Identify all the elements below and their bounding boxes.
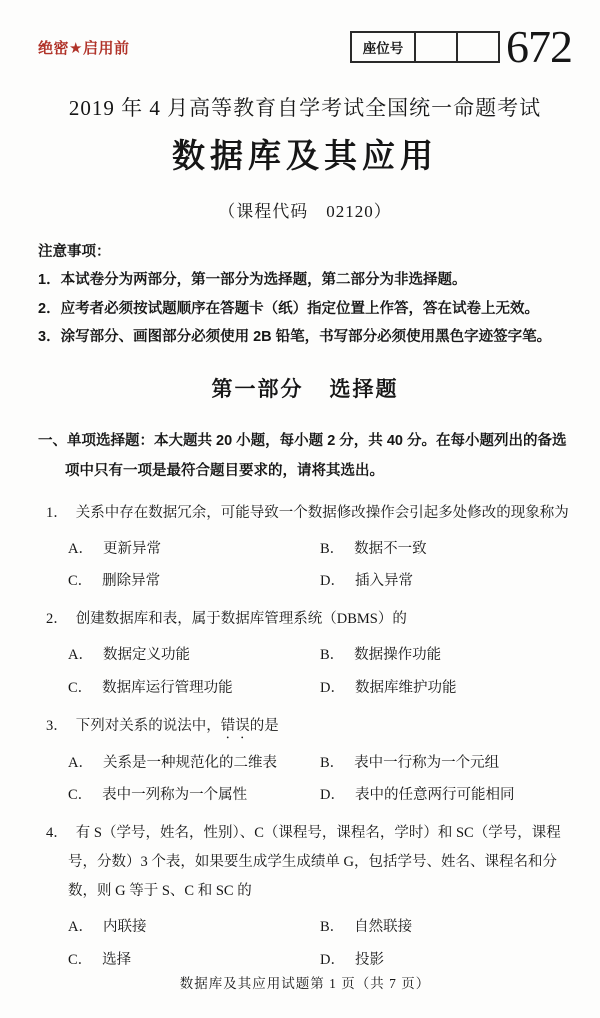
note-item-2: 2．应考者必须按试题顺序在答题卡（纸）指定位置上作答，答在试卷上无效。: [38, 300, 540, 317]
option-text: 表中一列称为一个属性: [102, 787, 248, 804]
option-row: [68, 539, 572, 561]
option-label: B．: [320, 919, 345, 935]
seat-number-box: [350, 31, 500, 63]
question-3-text-post: 的是: [249, 717, 279, 734]
question-3-option-b: [320, 753, 572, 775]
question-2-text: 创建数据库和表，属于数据库管理系统（DBMS）的: [75, 611, 407, 627]
subject-title: 数据库及其应用: [172, 139, 438, 175]
question-3-number: 3．: [46, 717, 68, 734]
question-1-option-b: [320, 539, 572, 561]
option-label: B．: [320, 540, 345, 557]
option-text: 数据操作功能: [354, 647, 442, 663]
option-text: 数据不一致: [354, 540, 427, 557]
question-2-option-a: [68, 645, 320, 667]
option-text: 投影: [354, 951, 384, 968]
note-item-1: 1．本试卷分为两部分，第一部分为选择题，第二部分为非选择题。: [38, 272, 467, 289]
section-title: [38, 373, 572, 403]
question-4-text: 有 S（学号，姓名，性别）、C（课程号，课程名，学时）和 SC（学号，课程号，分数）3 个表，如果要生成学生成绩单 G，包括学号、姓名、课程名和分数，则 G 等于 S、C 和 SC 的: [68, 825, 561, 899]
section-part-name: 选择题: [329, 377, 399, 402]
option-row: [68, 917, 572, 939]
question-3-options: [68, 753, 572, 808]
option-text: 更新异常: [102, 540, 161, 557]
option-label: D．: [320, 679, 345, 696]
question-1-option-a: [68, 539, 320, 561]
question-1-option-c: [68, 571, 320, 593]
seat-number-cell-1: [416, 33, 458, 61]
option-label: C．: [68, 787, 93, 804]
notes-title: 注意事项：: [38, 244, 111, 260]
option-label: D．: [320, 787, 345, 804]
section-instruction: 一、单项选择题：本大题共 20 小题，每小题 2 分，共 40 分。在每小题列出的备选项中只有一项是最符合题目要求的，请将其选出。: [38, 433, 567, 479]
question-4-option-a: [68, 917, 320, 939]
option-label: D．: [320, 951, 345, 968]
question-3-option-c: [68, 785, 320, 807]
option-row: [68, 571, 572, 593]
question-3-text-emphasis: 错误: [220, 717, 250, 734]
question-1-number: 1．: [46, 504, 68, 521]
question-3-option-a: [68, 753, 320, 775]
question-1-text: 关系中存在数据冗余，可能导致一个数据修改操作会引起多处修改的现象称为: [75, 504, 569, 521]
option-label: A．: [68, 540, 93, 557]
option-text: 数据库维护功能: [354, 679, 457, 696]
option-text: 表中的任意两行可能相同: [354, 787, 515, 804]
option-label: D．: [320, 573, 345, 590]
question-2-stem: [46, 605, 572, 634]
option-label: C．: [68, 679, 93, 696]
page-footer: 数据库及其应用试题第 1 页（共 7 页）: [179, 975, 431, 991]
question-4-number: 4．: [46, 825, 68, 841]
question-2-options: [68, 645, 572, 700]
question-1: [38, 499, 572, 594]
question-4-option-b: [320, 917, 572, 939]
seat-number-label: 座位号: [352, 33, 416, 61]
option-label: B．: [320, 647, 345, 663]
option-row: [68, 950, 572, 972]
question-2: [38, 605, 572, 700]
question-3-option-d: [320, 785, 572, 807]
question-4-stem: [46, 819, 572, 906]
option-text: 自然联接: [354, 919, 413, 935]
question-3-stem: [46, 712, 572, 742]
question-2-option-c: [68, 678, 320, 700]
question-4-options: [68, 917, 572, 972]
page-header: [38, 21, 572, 72]
note-item-3: 3．涂写部分、画图部分必须使用 2B 铅笔，书写部分必须使用黑色字迹签字笔。: [38, 328, 552, 345]
option-label: C．: [68, 573, 93, 590]
question-2-number: 2．: [46, 611, 68, 627]
question-3-text-pre: 下列对关系的说法中，: [75, 717, 221, 734]
seat-number-cell-2: [458, 33, 498, 61]
question-1-option-d: [320, 571, 572, 593]
option-label: A．: [68, 754, 93, 771]
option-text: 数据库运行管理功能: [102, 679, 233, 696]
question-2-option-b: [320, 645, 572, 667]
exam-session-title: 2019 年 4 月高等教育自学考试全国统一命题考试: [68, 96, 542, 120]
option-row: [68, 785, 572, 807]
option-text: 选择: [102, 951, 132, 968]
option-label: A．: [68, 919, 93, 935]
option-label: B．: [320, 754, 345, 771]
notes-block: [38, 238, 572, 351]
option-text: 删除异常: [102, 573, 161, 590]
option-row: [68, 678, 572, 700]
option-label: A．: [68, 647, 93, 663]
question-3: [38, 712, 572, 808]
question-list: [38, 487, 572, 972]
question-4: [38, 819, 572, 972]
option-text: 数据定义功能: [102, 647, 190, 663]
option-row: [68, 753, 572, 775]
option-text: 内联接: [102, 919, 147, 935]
question-1-options: [68, 539, 572, 594]
classification-label: 绝密★启用前: [38, 39, 130, 57]
option-label: C．: [68, 951, 93, 968]
course-code: （课程代码 02120）: [218, 202, 392, 221]
option-text: 插入异常: [354, 573, 413, 590]
question-1-stem: [46, 499, 572, 528]
question-2-option-d: [320, 678, 572, 700]
option-row: [68, 645, 572, 667]
option-text: 关系是一种规范化的二维表: [102, 754, 277, 771]
option-text: 表中一行称为一个元组: [354, 754, 500, 771]
question-4-option-c: [68, 950, 320, 972]
section-part-label: 第一部分: [211, 377, 304, 402]
question-4-option-d: [320, 950, 572, 972]
paper-number: 672: [506, 21, 572, 72]
header-right: [350, 21, 572, 72]
